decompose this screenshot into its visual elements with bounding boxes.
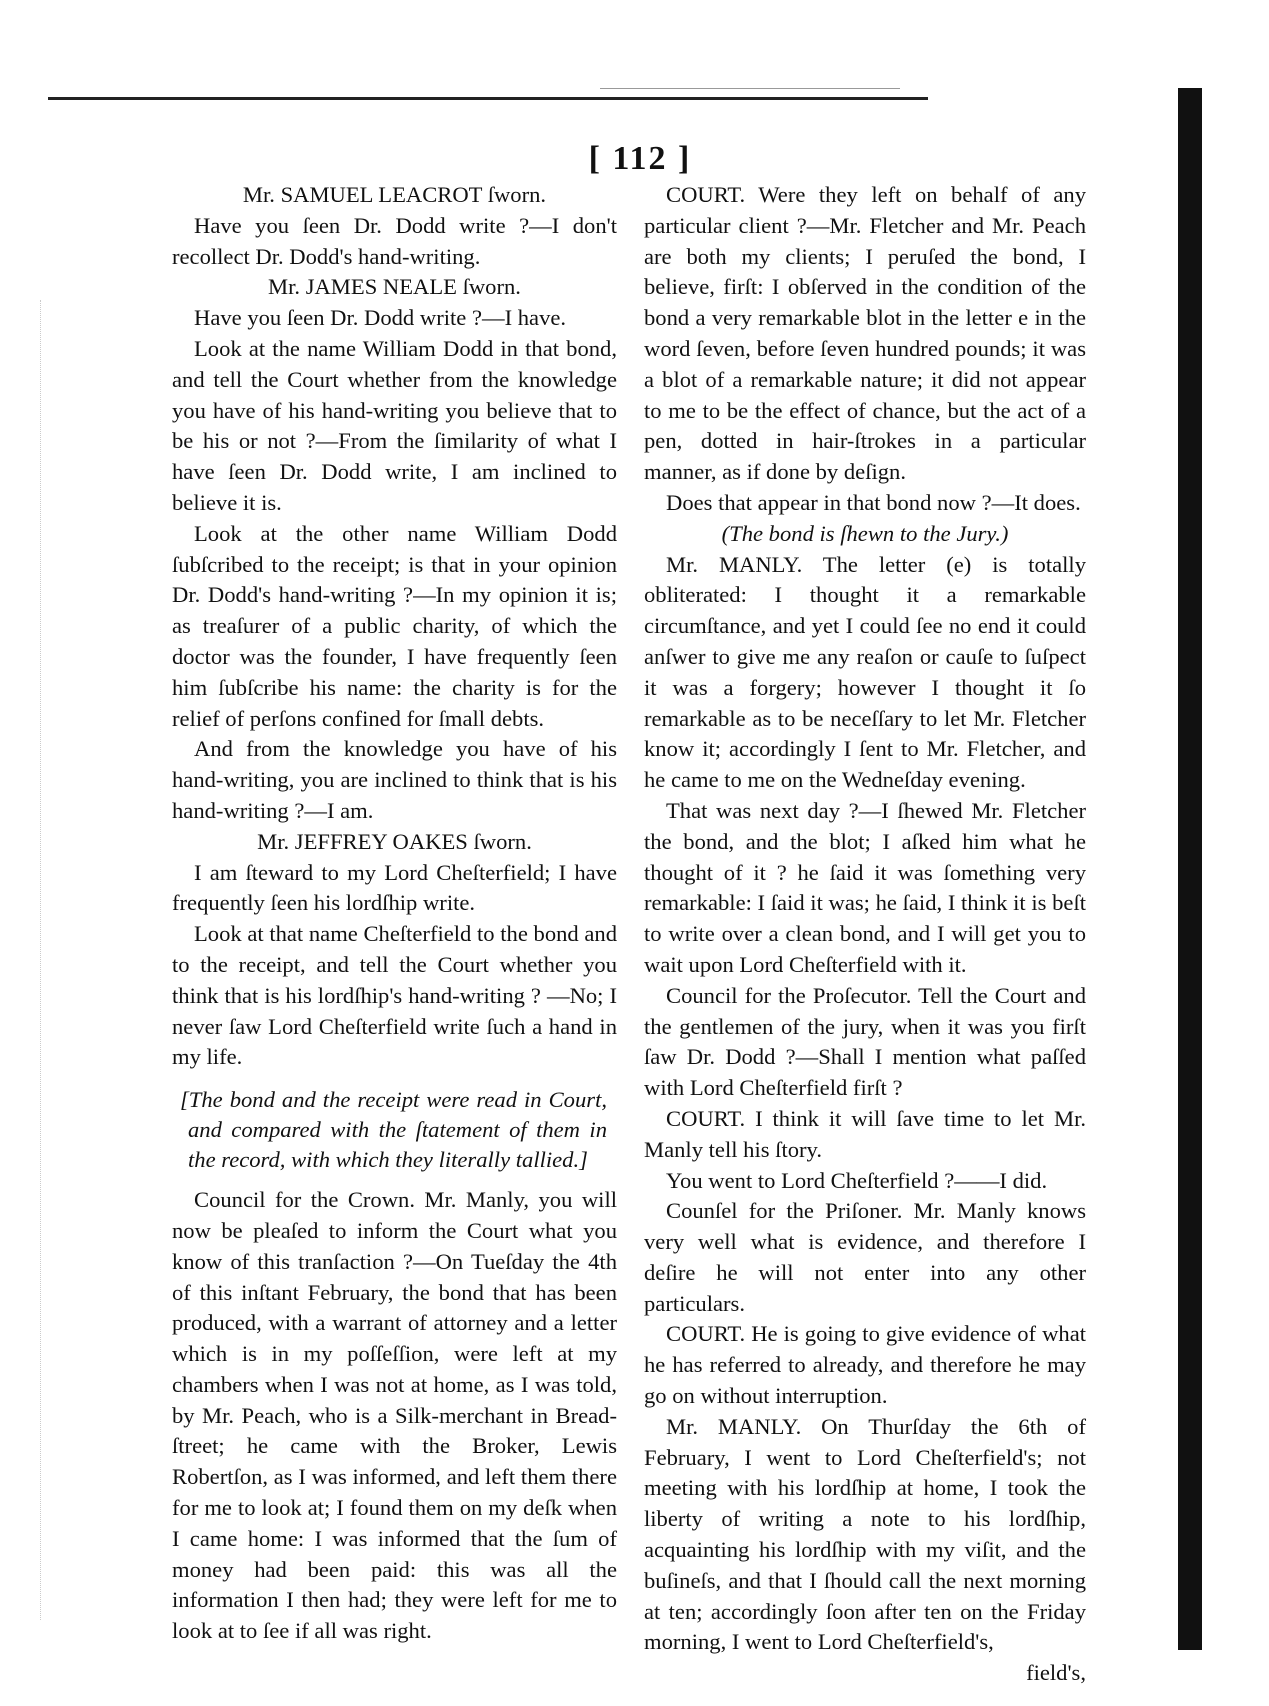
paragraph: Look at the name William Dodd in that bond, and tell the Court whether from the knowledge you have of his hand-writing you believe that to be his or not ?—From the ſimilarity of what I have ſeen Dr. Dodd write, I am inclined to believe it is. (172, 335, 617, 515)
paragraph: Look at the other name William Dodd ſubſcribed to the receipt; is that in your opinion Dr. Dodd's hand-writing ?—In my opinion it is; as treaſurer of a public charity, of which the doctor was the founder, I have frequently ſeen him ſubſcribe his name: the charity is for the relief of perſons confined for ſmall debts. (172, 520, 617, 731)
catchword: field's, (1026, 1660, 1086, 1686)
paragraph: COURT. Were they left on behalf of any particular client ?—Mr. Fletcher and Mr. Peach are both my clients; I peruſed the bond, I believe, firſt: I obſerved in the condition of the bond a very remarkable blot in the letter e in the word ſeven, before ſeven hundred pounds; it was a blot of a remarkable nature; it did not appear to me to be the effect of chance, but the act of a pen, dotted in hair-ſtrokes in a particular manner, as if done by deſign. (644, 182, 1086, 485)
right-column (644, 180, 1086, 1689)
paragraph: That was next day ?—I ſhewed Mr. Fletcher the bond, and the blot; I aſked him what he thought of it ? he ſaid it was ſomething very remarkable: I ſaid it was; he ſaid, I think it is beſt to write over a clean bond, and I will get you to wait upon Lord Cheſterfield with it. (644, 797, 1086, 977)
scan-edge-bar (1178, 88, 1202, 1650)
margin-marks (40, 300, 47, 1620)
stage-direction: (The bond is ſhewn to the Jury.) (721, 520, 1009, 546)
paragraph: You went to Lord Cheſterfield ?——I did. (666, 1167, 1048, 1193)
bracketed-note: [The bond and the receipt were read in Court, and compared with the ſtatement of them in the record, with which they literally tallied.] (180, 1087, 607, 1173)
paragraph: Counſel for the Priſoner. Mr. Manly knows very well what is evidence, and therefore I deſire he will not enter into any other particulars. (644, 1198, 1086, 1316)
paragraph: Have you ſeen Dr. Dodd write ?—I don't recollect Dr. Dodd's hand-writing. (172, 212, 617, 269)
paragraph: Does that appear in that bond now ?—It does. (666, 489, 1081, 515)
paragraph: COURT. I think it will ſave time to let Mr. Manly tell his ſtory. (644, 1105, 1086, 1162)
witness-heading: Mr. JAMES NEALE ſworn. (268, 274, 521, 300)
witness-heading: Mr. JEFFREY OAKES ſworn. (257, 828, 532, 854)
paragraph: Mr. MANLY. The letter (e) is totally obliterated: I thought it a remarkable circumſtance, and yet I could ſee no end it could anſwer to give me any reaſon or cauſe to ſuſpect it was a forgery; however I thought it ſo remarkable as to be neceſſary to let Mr. Fletcher know it; accordingly I ſent to Mr. Fletcher, and he came to me on the Wedneſday evening. (644, 551, 1086, 793)
witness-heading: Mr. SAMUEL LEACROT ſworn. (242, 182, 547, 207)
paragraph: Council for the Proſecutor. Tell the Court and the gentlemen of the jury, when it was you firſt ſaw Dr. Dodd ?—Shall I mention what paſſed with Lord Cheſterfield firſt ? (644, 982, 1086, 1101)
paragraph: Council for the Crown. Mr. Manly, you will now be pleaſed to inform the Court what you know of this tranſaction ?—On Tueſday the 4th of this inſtant February, the bond that has been produced, with a warrant of attorney and a letter which is in my poſſeſſion, were left at my chambers when I was not at home, as I was told, by Mr. Peach, who is a Silk-merchant in Bread-ſtreet; he came with the Broker, Lewis Robertſon, as I was informed, and left them there for me to look at; I found them on my deſk when I came home: I was informed that the ſum of money had been paid: this was all the information I then had; they were left for me to look at to ſee if all was right. (172, 1187, 617, 1644)
top-rule-faint (600, 88, 900, 89)
paragraph: Have you ſeen Dr. Dodd write ?—I have. (194, 305, 567, 331)
paragraph: COURT. He is going to give evidence of what he has referred to already, and therefore he may go on without interruption. (644, 1321, 1086, 1409)
left-column (172, 180, 617, 1647)
paragraph: Look at that name Cheſterfield to the bond and to the receipt, and tell the Court whether you think that is his lordſhip's hand-writing ? —No; I never ſaw Lord Cheſterfield write ſuch a hand in my life. (172, 921, 617, 1070)
top-rule (48, 97, 928, 100)
paragraph: I am ſteward to my Lord Cheſterfield; I have frequently ſeen his lordſhip write. (172, 859, 617, 916)
page-number: [ 112 ] (588, 140, 692, 177)
paragraph: And from the knowledge you have of his hand-writing, you are inclined to think that is his hand-writing ?—I am. (172, 736, 617, 823)
paragraph: Mr. MANLY. On Thurſday the 6th of February, I went to Lord Cheſterfield's; not meeting with his lordſhip at home, I took the liberty of writing a note to his lordſhip, acquainting his lordſhip with my viſit, and the buſineſs, and that I ſhould call the next morning at ten; accordingly ſoon after ten on the Friday morning, I went to Lord Cheſterfield's, (644, 1413, 1086, 1655)
